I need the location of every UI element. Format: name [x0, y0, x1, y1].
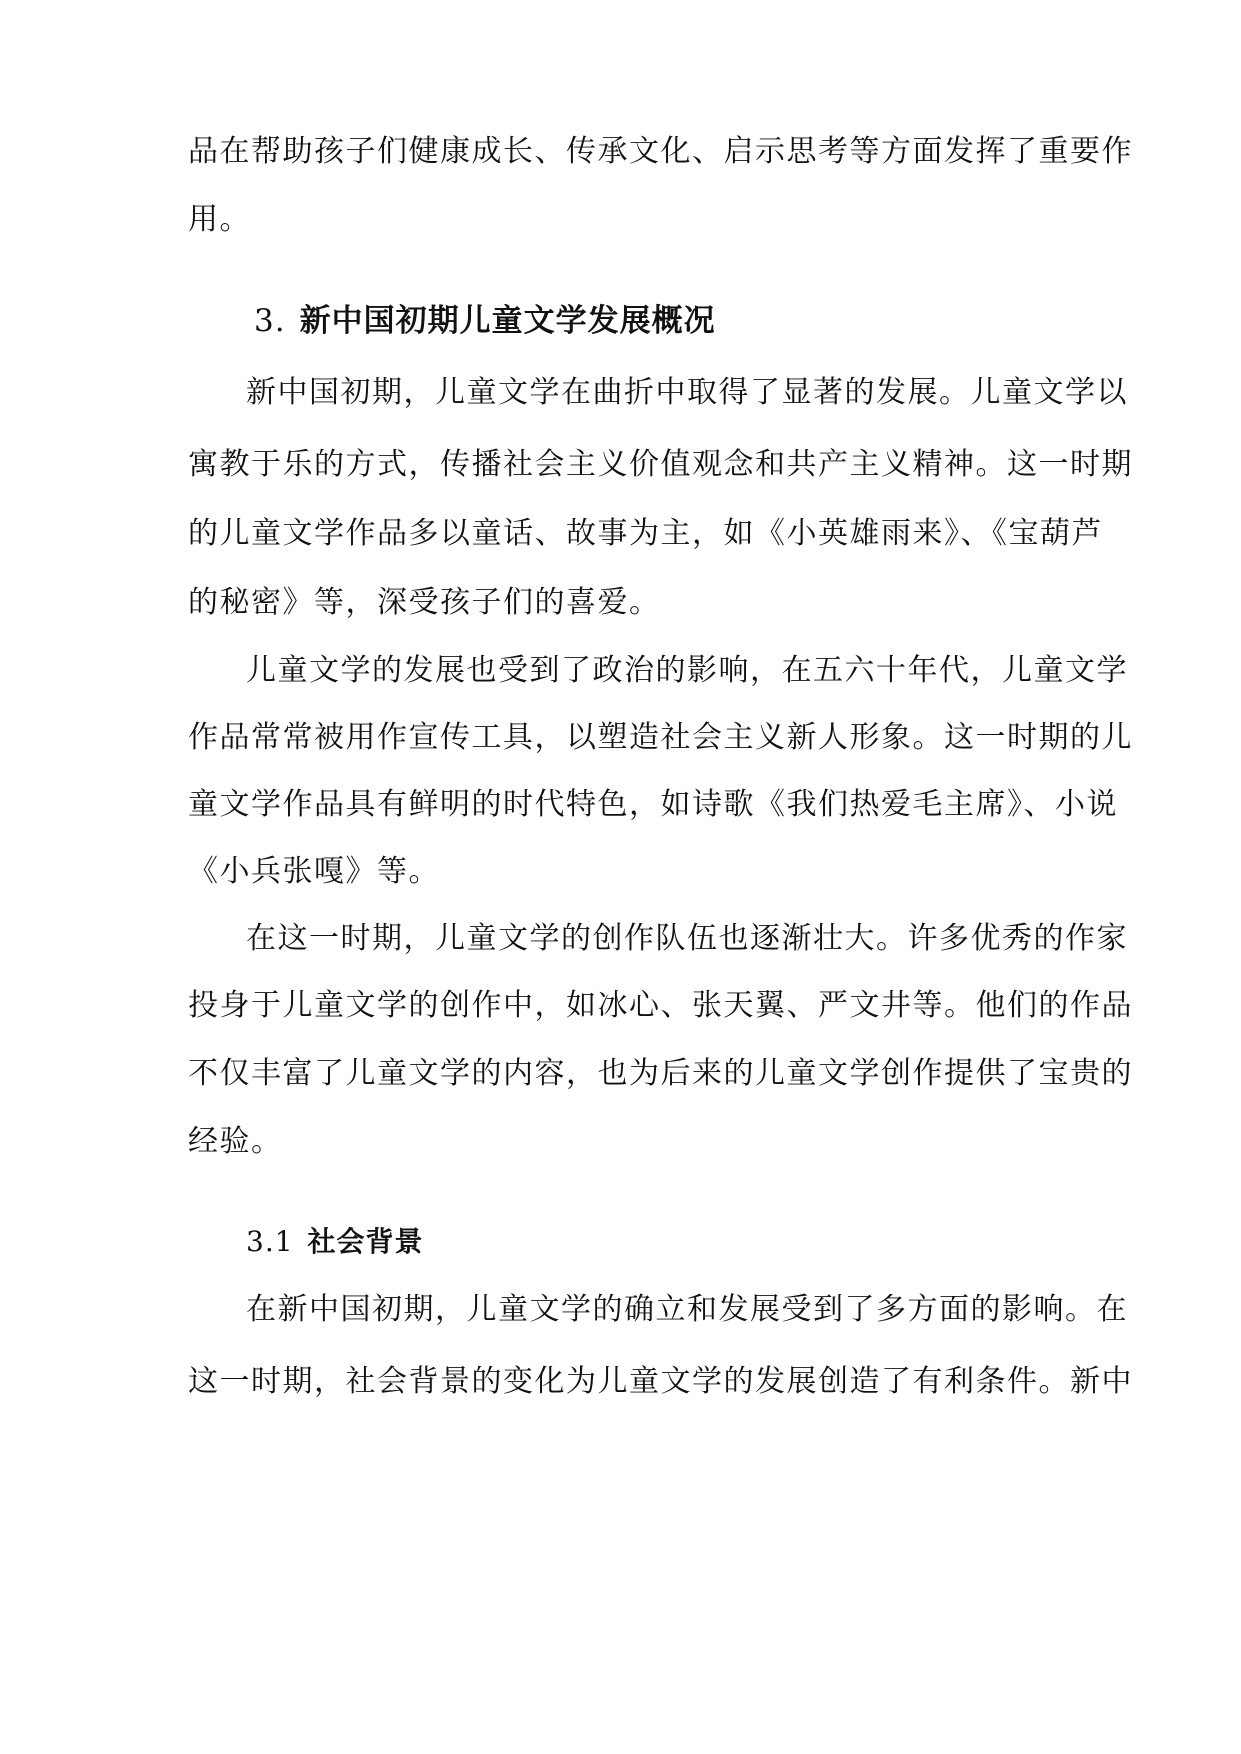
body-text-line: 经验。: [188, 1124, 283, 1159]
subsection-title: 社会背景: [307, 1225, 424, 1258]
body-text-line: 不仅丰富了儿童文学的内容，也为后来的儿童文学创作提供了宝贵的: [188, 1056, 1133, 1091]
body-text-line: 用。: [188, 202, 251, 237]
body-text-line: 童文学作品具有鲜明的时代特色，如诗歌《我们热爱毛主席》、小说: [188, 787, 1118, 822]
body-text-line: 作品常常被用作宣传工具，以塑造社会主义新人形象。这一时期的儿: [188, 720, 1133, 755]
body-text-line: 新中国初期，儿童文学在曲折中取得了显著的发展。儿童文学以: [246, 375, 1128, 410]
section-title: 新中国初期儿童文学发展概况: [299, 303, 716, 339]
body-text-line: 寓教于乐的方式，传播社会主义价值观念和共产主义精神。这一时期: [188, 447, 1133, 482]
body-text-line: 的儿童文学作品多以童话、故事为主，如《小英雄雨来》、《宝葫芦: [188, 516, 1103, 551]
section-number: 3.: [254, 303, 286, 339]
body-text-line: 《小兵张嘎》等。: [188, 854, 440, 889]
subsection-number: 3.1: [246, 1225, 294, 1258]
section-heading: [254, 301, 716, 341]
body-text-line: 投身于儿童文学的创作中，如冰心、张天翼、严文井等。他们的作品: [188, 988, 1133, 1023]
body-text-line: 的秘密》等，深受孩子们的喜爱。: [188, 585, 661, 620]
body-text-line: 儿童文学的发展也受到了政治的影响，在五六十年代，儿童文学: [246, 653, 1128, 688]
subsection-heading: [246, 1222, 424, 1262]
body-text-line: 品在帮助孩子们健康成长、传承文化、启示思考等方面发挥了重要作: [188, 134, 1133, 169]
body-text-line: 在新中国初期，儿童文学的确立和发展受到了多方面的影响。在: [246, 1292, 1128, 1327]
body-text-line: 这一时期，社会背景的变化为儿童文学的发展创造了有利条件。新中: [188, 1364, 1133, 1399]
body-text-line: 在这一时期，儿童文学的创作队伍也逐渐壮大。许多优秀的作家: [246, 921, 1128, 956]
